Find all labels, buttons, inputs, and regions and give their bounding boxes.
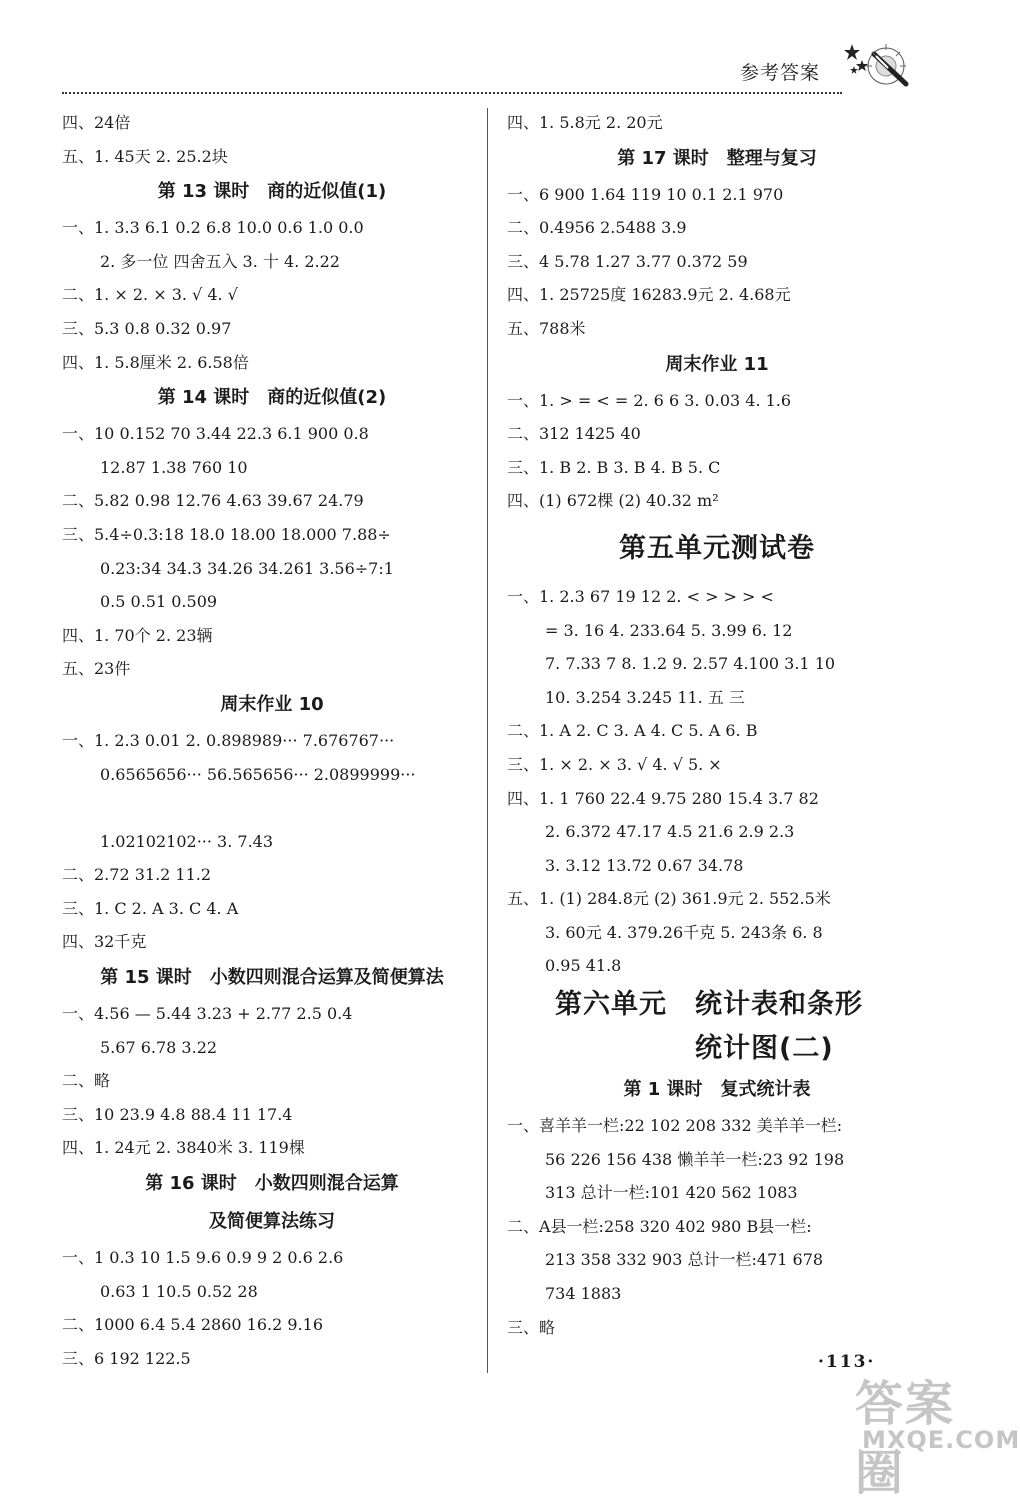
answer-line: 一、10 0.152 70 3.44 22.3 6.1 900 0.8 — [62, 424, 369, 444]
answer-line: 三、1. C 2. A 3. C 4. A — [62, 898, 239, 918]
answer-line: 二、1000 6.4 5.4 2860 16.2 9.16 — [62, 1315, 324, 1335]
answer-line-continued: 734 1883 — [545, 1284, 622, 1304]
star-wand-icon — [840, 40, 920, 95]
answer-line: 五、23件 — [62, 659, 131, 679]
answer-line-continued: 313 总计一栏:101 420 562 1083 — [545, 1183, 798, 1203]
answer-line: 四、1. 1 760 22.4 9.75 280 15.4 3.7 82 — [507, 788, 819, 808]
answer-line-continued: 2. 6.372 47.17 4.5 21.6 2.9 2.3 — [545, 822, 795, 842]
unit-heading: 第六单元 统计表和条形 — [555, 989, 863, 1021]
answer-line-continued: 213 358 332 903 总计一栏:471 678 — [545, 1250, 824, 1270]
answer-line — [62, 791, 482, 825]
answer-line: 四、1. 5.8厘米 2. 6.58倍 — [62, 352, 249, 372]
watermark-url: MXQE.COM — [862, 1426, 1020, 1454]
answer-line: 二、0.4956 2.5488 3.9 — [507, 218, 687, 238]
answer-line: 一、1. > = < = 2. 6 6 3. 0.03 4. 1.6 — [507, 390, 792, 410]
lesson-heading: 周末作业 10 — [220, 693, 324, 715]
lesson-heading: 周末作业 11 — [665, 353, 769, 375]
answer-line-continued: 12.87 1.38 760 10 — [100, 457, 248, 477]
answer-line: 三、4 5.78 1.27 3.77 0.372 59 — [507, 251, 748, 271]
answer-line: 四、(1) 672棵 (2) 40.32 m² — [507, 491, 719, 511]
answer-line: 三、1. B 2. B 3. B 4. B 5. C — [507, 457, 721, 477]
answer-line: 四、32千克 — [62, 932, 147, 952]
answer-line: 一、1. 2.3 67 19 12 2. < > > > < — [507, 586, 774, 606]
answer-line: 三、6 192 122.5 — [62, 1348, 191, 1368]
answer-line: 一、4.56 — 5.44 3.23 + 2.77 2.5 0.4 — [62, 1004, 353, 1024]
answer-line-continued: 7. 7.33 7 8. 1.2 9. 2.57 4.100 3.1 10 — [545, 654, 836, 674]
answer-line-continued: 0.95 41.8 — [545, 956, 622, 976]
page-number: ·113· — [818, 1352, 876, 1372]
lesson-heading: 第 17 课时 整理与复习 — [617, 147, 817, 169]
answer-line: 五、1. 45天 2. 25.2块 — [62, 146, 228, 166]
answer-line: 一、6 900 1.64 119 10 0.1 2.1 970 — [507, 184, 784, 204]
unit-heading: 统计图(二) — [695, 1033, 834, 1065]
answer-line: 四、1. 25725度 16283.9元 2. 4.68元 — [507, 285, 791, 305]
answer-line-continued: 1.02102102··· 3. 7.43 — [100, 831, 274, 851]
answer-line-continued: 3. 60元 4. 379.26千克 5. 243条 6. 8 — [545, 922, 823, 942]
unit-heading: 第五单元测试卷 — [619, 532, 815, 564]
answer-line: 二、1. × 2. × 3. √ 4. √ — [62, 285, 238, 305]
answer-line: 五、1. (1) 284.8元 (2) 361.9元 2. 552.5米 — [507, 889, 831, 909]
answer-line: 二、略 — [62, 1071, 111, 1091]
answer-line: 四、1. 24元 2. 3840米 3. 119棵 — [62, 1138, 305, 1158]
answer-line-continued: 0.5 0.51 0.509 — [100, 592, 218, 612]
answer-line-continued: 0.6565656··· 56.565656··· 2.0899999··· — [100, 764, 416, 784]
answer-line: 二、312 1425 40 — [507, 424, 641, 444]
lesson-heading: 第 14 课时 商的近似值(2) — [157, 387, 387, 409]
answer-line: 二、5.82 0.98 12.76 4.63 39.67 24.79 — [62, 491, 364, 511]
right-column — [507, 106, 927, 1344]
answer-line-continued: 0.23:34 34.3 34.26 34.261 3.56÷7:1 — [100, 558, 394, 578]
answer-line: 三、10 23.9 4.8 88.4 11 17.4 — [62, 1104, 293, 1124]
header-divider — [62, 92, 842, 94]
answer-line-continued: 5.67 6.78 3.22 — [100, 1037, 218, 1057]
answer-line: 五、788米 — [507, 318, 586, 338]
lesson-heading: 第 16 课时 小数四则混合运算 — [145, 1173, 399, 1195]
column-divider — [487, 108, 488, 1373]
answer-line-continued: 0.63 1 10.5 0.52 28 — [100, 1281, 258, 1301]
watermark-logo: 答案圈 — [855, 1376, 956, 1501]
answer-line-continued: = 3. 16 4. 233.64 5. 3.99 6. 12 — [545, 620, 793, 640]
answer-line-continued: 10. 3.254 3.245 11. 五 三 — [545, 687, 745, 707]
answer-line: 三、略 — [507, 1317, 556, 1337]
lesson-heading: 第 15 课时 小数四则混合运算及简便算法 — [100, 967, 444, 989]
lesson-heading: 第 1 课时 复式统计表 — [623, 1079, 811, 1101]
answer-line: 一、1. 3.3 6.1 0.2 6.8 10.0 0.6 1.0 0.0 — [62, 218, 364, 238]
answer-line: 一、1 0.3 10 1.5 9.6 0.9 9 2 0.6 2.6 — [62, 1248, 344, 1268]
answer-line-continued: 2. 多一位 四舍五入 3. 十 4. 2.22 — [100, 251, 340, 271]
answer-line-continued: 3. 3.12 13.72 0.67 34.78 — [545, 855, 744, 875]
header-label: 参考答案 — [740, 62, 821, 84]
answer-line: 三、5.3 0.8 0.32 0.97 — [62, 318, 232, 338]
answer-line: 二、2.72 31.2 11.2 — [62, 865, 212, 885]
left-column — [62, 106, 482, 1375]
answer-line: 二、1. A 2. C 3. A 4. C 5. A 6. B — [507, 721, 758, 741]
answer-line: 四、24倍 — [62, 113, 131, 132]
lesson-heading: 第 13 课时 商的近似值(1) — [157, 181, 387, 203]
answer-line: 四、1. 70个 2. 23辆 — [62, 625, 213, 645]
answer-line-continued: 56 226 156 438 懒羊羊一栏:23 92 198 — [545, 1149, 845, 1169]
answer-line: 二、A县一栏:258 320 402 980 B县一栏: — [507, 1216, 812, 1236]
answer-line: 一、喜羊羊一栏:22 102 208 332 美羊羊一栏: — [507, 1116, 843, 1136]
answer-line: 三、5.4÷0.3:18 18.0 18.00 18.000 7.88÷ — [62, 524, 391, 544]
answer-line: 三、1. × 2. × 3. √ 4. √ 5. × — [507, 754, 722, 774]
lesson-heading: 及简便算法练习 — [209, 1211, 335, 1233]
answer-line: 一、1. 2.3 0.01 2. 0.898989··· 7.676767··· — [62, 730, 395, 750]
answer-line: 四、1. 5.8元 2. 20元 — [507, 113, 663, 132]
